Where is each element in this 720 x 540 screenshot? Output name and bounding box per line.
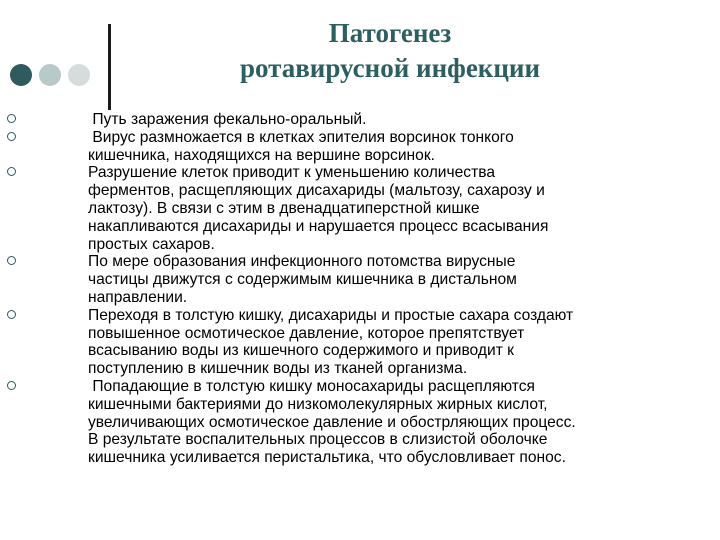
list-item-text: По мере образования инфекционного потомства вирусные частицы движутся с содержимым кишечника в дистальном направлении. — [88, 253, 517, 306]
dot-light — [68, 64, 90, 86]
list-item — [88, 164, 706, 253]
decorative-dots — [10, 64, 100, 86]
bullet-icon — [7, 114, 16, 123]
dot-mid — [39, 64, 61, 86]
list-item-text: Вирус размножается в клетках эпителия ворсинок тонкого кишечника, находящихся на вершине ворсинок. — [88, 128, 514, 164]
list-item — [88, 378, 706, 467]
title-line-1: Патогенез — [328, 18, 452, 48]
bullet-list — [88, 111, 706, 467]
list-item — [88, 111, 706, 129]
bullet-icon — [7, 132, 16, 141]
list-item-text: Путь заражения фекально-оральный. — [88, 111, 367, 128]
bullet-icon — [7, 256, 16, 265]
list-item-text: Попадающие в толстую кишку моносахариды расщепляются кишечными бактериями до низкомолекулярных жирных кислот, увеличивающих осмотическое давление и обострляющих процесс. В результате воспалительных процессов в слизистой оболочке кишечника усиливается перистальтика, что обусловливает понос. — [88, 377, 576, 467]
vertical-divider — [108, 24, 111, 110]
bullet-icon — [7, 167, 16, 176]
title-line-2: ротавирусной инфекции — [239, 53, 541, 83]
bullet-icon — [7, 381, 16, 390]
dot-dark — [10, 64, 32, 86]
list-item — [88, 129, 706, 165]
list-item — [88, 253, 706, 306]
slide-title — [200, 16, 580, 86]
list-item — [88, 307, 706, 378]
list-item-text: Разрушение клеток приводит к уменьшению количества ферментов, расщепляющих дисахариды (мальтозу, сахарозу и лактозу). В связи с этим в двенадцатиперстной кишке накапливаются дисахариды и нарушается процесс всасывания простых сахаров. — [88, 164, 549, 253]
bullet-icon — [7, 310, 16, 319]
list-item-text: Переходя в толстую кишку, дисахариды и простые сахара создают повышенное осмотическое давление, которое препятствует всасыванию воды из кишечного содержимого и приводит к поступлению в кишечник воды из тканей организма. — [88, 306, 574, 378]
